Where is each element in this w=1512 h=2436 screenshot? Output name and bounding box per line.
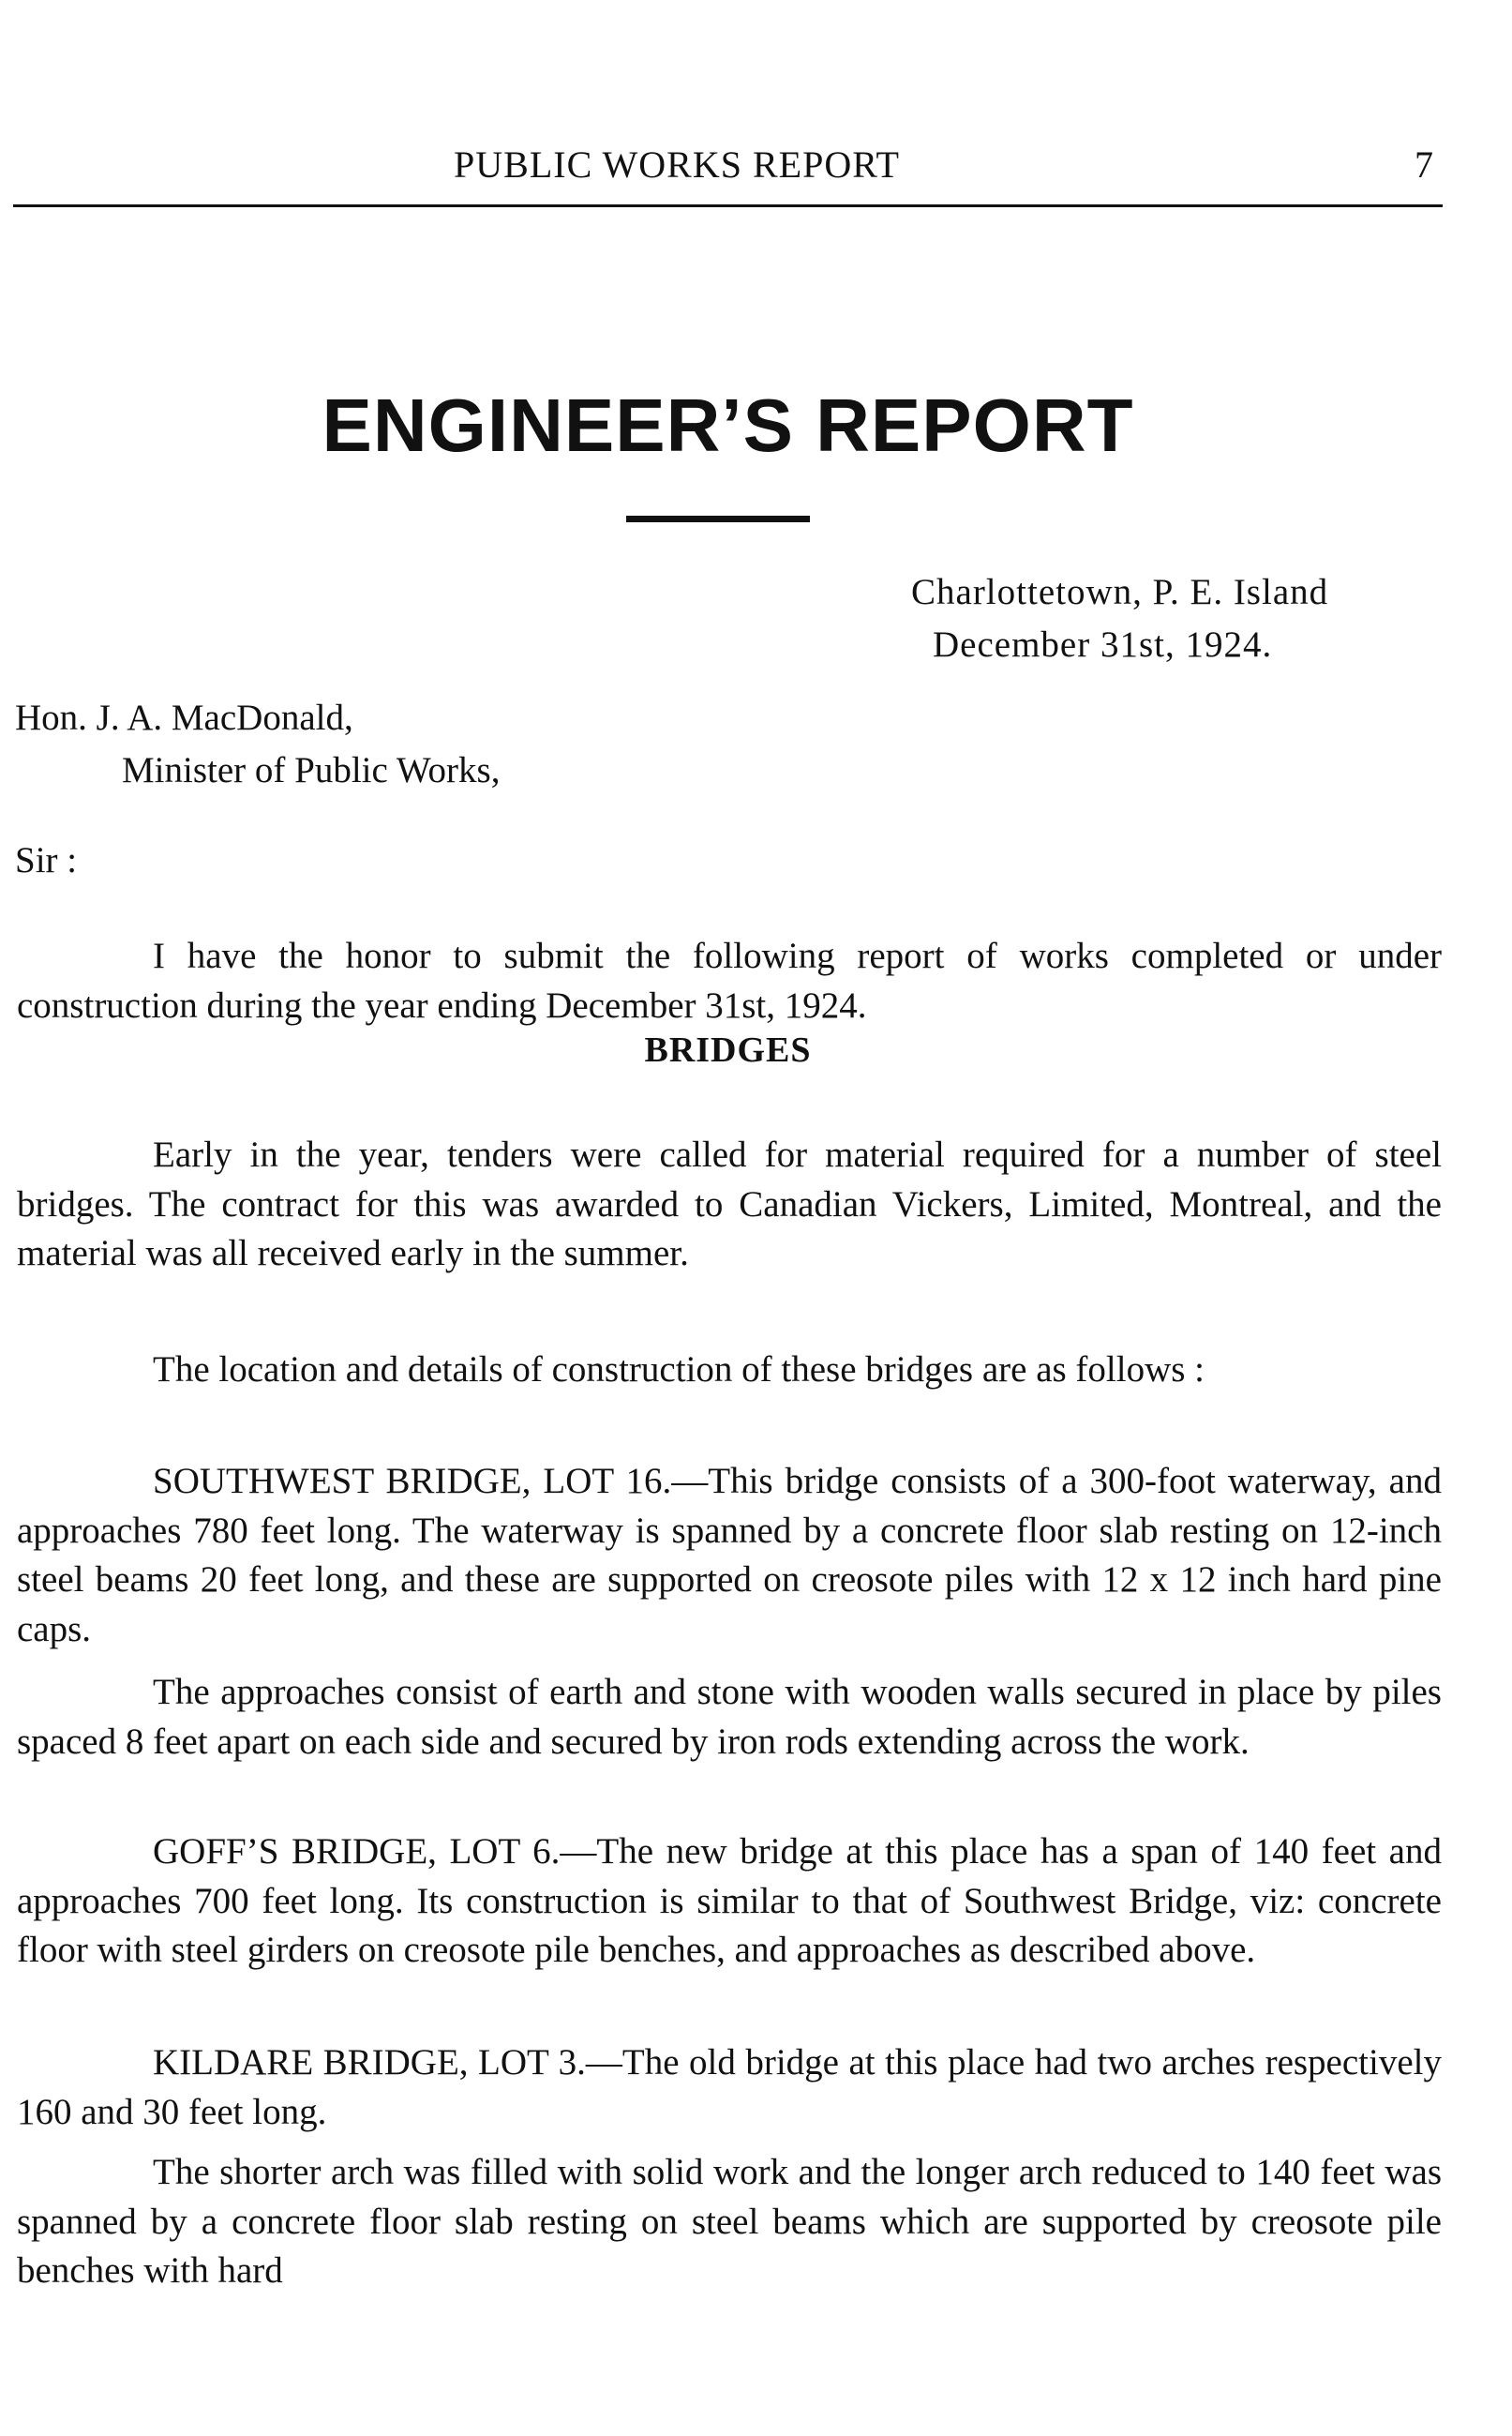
addressee-title: Minister of Public Works,	[122, 750, 501, 790]
body-paragraph: Early in the year, tenders were called for material required for a number of steel bridges. The contract for this was awarded to Canadian Vickers, Limited, Montreal, and the material was all received early in the summer.	[17, 1135, 1442, 1273]
body-paragraph: GOFF’S BRIDGE, LOT 6.—The new bridge at this place has a span of 140 feet and approaches 700 feet long. Its construction is similar to that of Southwest Bridge, viz: concrete floor with steel girders on creosote pile benches, and approaches as described above.	[17, 1831, 1442, 1970]
intro-paragraph: I have the honor to submit the following report of works completed or under construction during the year ending December 31st, 1924.	[17, 936, 1442, 1026]
salutation: Sir :	[15, 840, 78, 880]
running-header	[13, 143, 1443, 199]
title-rule	[626, 516, 810, 522]
dateline-place: Charlottetown, P. E. Island	[911, 572, 1329, 612]
body-paragraph: SOUTHWEST BRIDGE, LOT 16.—This bridge consists of a 300-foot waterway, and approaches 780 feet long. The waterway is spanned by a concrete floor slab resting on 12-inch steel beams 20 feet long, and these are supported on creosote piles with 12 x 12 inch hard pine caps.	[17, 1461, 1442, 1649]
body-paragraph: KILDARE BRIDGE, LOT 3.—The old bridge at this place had two arches respectively 160 and 30 feet long.	[17, 2042, 1442, 2132]
header-rule	[13, 204, 1443, 207]
addressee-name: Hon. J. A. MacDonald,	[15, 698, 353, 738]
body-paragraph: The location and details of construction of these bridges are as follows :	[153, 1349, 1205, 1390]
report-title: ENGINEER’S REPORT	[322, 383, 1134, 467]
section-heading-bridges: BRIDGES	[644, 1030, 812, 1070]
page-number: 7	[1415, 143, 1433, 186]
body-paragraph: The shorter arch was filled with solid work and the longer arch reduced to 140 feet was spanned by a concrete floor slab resting on steel beams which are supported by creosote pile benches with hard	[17, 2152, 1442, 2291]
body-paragraph: The approaches consist of earth and stone with wooden walls secured in place by piles spaced 8 feet apart on each side and secured by iron rods extending across the work.	[17, 1672, 1442, 1762]
dateline-date: December 31st, 1924.	[933, 624, 1273, 665]
running-header-title: PUBLIC WORKS REPORT	[454, 143, 900, 186]
